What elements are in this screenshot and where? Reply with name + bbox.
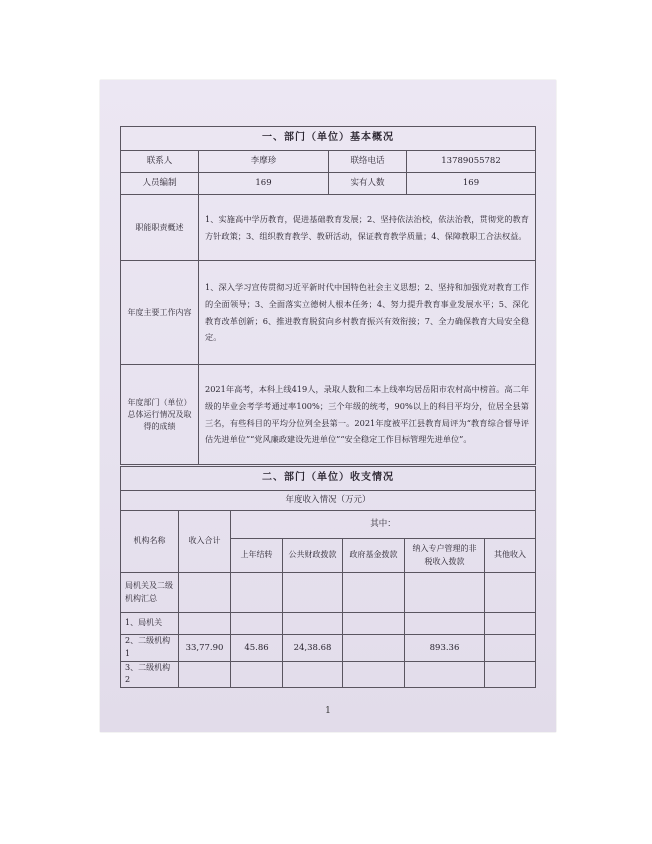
col-other-header: 其他收入 [485, 539, 536, 573]
row-carry [231, 573, 283, 613]
col-fund-header: 政府基金拨款 [343, 539, 405, 573]
row-name: 1、局机关 [121, 613, 179, 635]
row-other [485, 661, 536, 688]
row-name: 3、二级机构2 [121, 661, 179, 688]
table-row [121, 573, 536, 613]
income-subtitle: 年度收入情况（万元） [121, 491, 536, 511]
row-special: 893.36 [405, 635, 485, 662]
row-fiscal: 24,38.68 [283, 635, 343, 662]
row-fiscal [283, 613, 343, 635]
staff-value: 169 [199, 173, 329, 195]
duty-text: 1、实施高中学历教育，促进基础教育发展；2、坚持依法治校，依法治教，贯彻党的教育方针政策；3、组织教育教学、教研活动，保证教育教学质量；4、保障教职工合法权益。 [199, 195, 536, 261]
row-total [179, 573, 231, 613]
row-carry: 45.86 [231, 635, 283, 662]
row-total [179, 613, 231, 635]
table-row [121, 661, 536, 688]
col-carry-header: 上年结转 [231, 539, 283, 573]
col-group-header: 其中： [231, 511, 536, 539]
section2-title: 二、部门（单位）收支情况 [121, 467, 536, 491]
table-row [121, 613, 536, 635]
table-row [121, 635, 536, 662]
row-name: 2、二级机构1 [121, 635, 179, 662]
phone-value: 13789055782 [407, 151, 536, 173]
row-other [485, 613, 536, 635]
row-other [485, 635, 536, 662]
col-total-header: 收入合计 [179, 511, 231, 573]
section1-title: 一、部门（单位）基本概况 [121, 127, 536, 151]
actual-value: 169 [407, 173, 536, 195]
row-fund [343, 573, 405, 613]
income-table [120, 466, 536, 688]
work-label: 年度主要工作内容 [121, 261, 199, 365]
row-other [485, 573, 536, 613]
contact-value: 李摩珍 [199, 151, 329, 173]
row-fund [343, 635, 405, 662]
row-fiscal [283, 573, 343, 613]
row-name: 局机关及二级机构汇总 [121, 573, 179, 613]
document-page [100, 80, 556, 732]
row-total: 33,77.90 [179, 635, 231, 662]
staff-label: 人员编制 [121, 173, 199, 195]
row-fund [343, 613, 405, 635]
basic-info-table [120, 126, 536, 465]
col-org-header: 机构名称 [121, 511, 179, 573]
row-fiscal [283, 661, 343, 688]
phone-label: 联络电话 [329, 151, 407, 173]
col-fiscal-header: 公共财政拨款 [283, 539, 343, 573]
result-text: 2021年高考，本科上线419人，录取人数和二本上线率均居岳阳市农村高中榜首。高二年级的毕业会考学考通过率100%；三个年级的统考，90%以上的科目平均分，位居全县第三名，有些科目的平均分位列全县第一。2021年度被平江县教育局评为“教育综合督导评估先进单位”“党风廉政建设先进单位”“安全稳定工作目标管理先进单位”。 [199, 365, 536, 465]
actual-label: 实有人数 [329, 173, 407, 195]
row-carry [231, 661, 283, 688]
row-fund [343, 661, 405, 688]
result-label: 年度部门（单位）总体运行情况及取得的成绩 [121, 365, 199, 465]
row-special [405, 661, 485, 688]
contact-label: 联系人 [121, 151, 199, 173]
row-carry [231, 613, 283, 635]
row-special [405, 613, 485, 635]
page-number: 1 [325, 706, 331, 716]
col-special-header: 纳入专户管理的非税收入拨款 [405, 539, 485, 573]
work-text: 1、深入学习宣传贯彻习近平新时代中国特色社会主义思想；2、坚持和加强党对教育工作的全面领导；3、全面落实立德树人根本任务；4、努力提升教育事业发展水平；5、深化教育改革创新；6、推进教育脱贫向乡村教育振兴有效衔接；7、全力确保教育大局安全稳定。 [199, 261, 536, 365]
row-total [179, 661, 231, 688]
row-special [405, 573, 485, 613]
duty-label: 职能职责概述 [121, 195, 199, 261]
